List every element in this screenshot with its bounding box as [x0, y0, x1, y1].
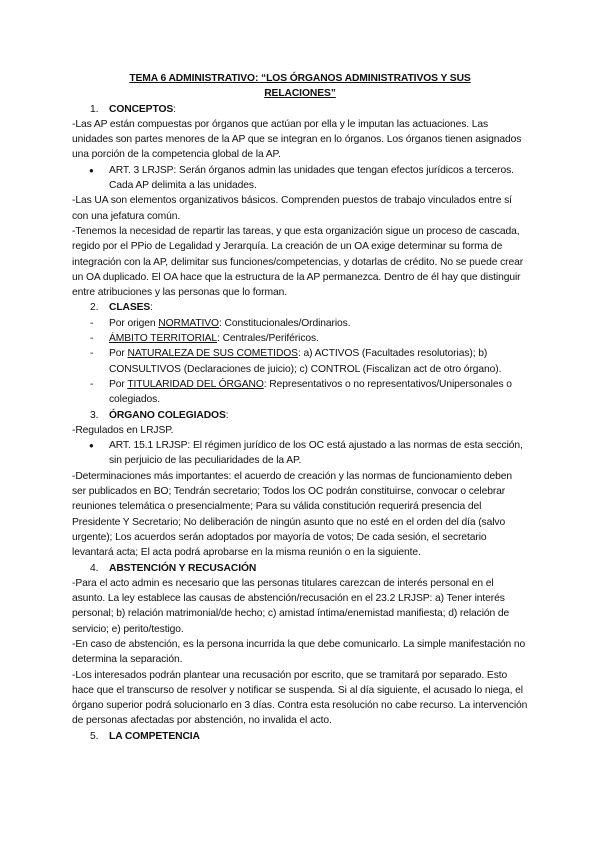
paragraph: -Tenemos la necesidad de repartir las tareas, y que esta organización sigue un proceso de cascada, regido por el PPio de Legalidad y Jerarquía. La creación de un OA exige determinar su forma de integración con la AP, delimitar sus funciones/competencias, y dotarlas de crédito. No se puede crear un OA duplicado. El OA hace que la estructura de la AP permanezca. Dentro de él hay que distinguir entre atribuciones y las personas que lo forman.	[72, 225, 524, 299]
paragraph: -Para el acto admin es necesario que las personas titulares carezcan de interés personal en el asunto. La ley establece las causas de abstención/recusación en el 23.2 LRJSP: a) Tener interés personal; b) relación matrimonial/de hecho; c) amistad íntima/enemistad manifiesta; d) relación de servicio; e) perito/testigo.	[72, 577, 510, 635]
dash-item: - Por NATURALEZA DE SUS COMETIDOS: a) ACTIVOS (Facultades resolutorias); b) CONSULTIVOS (Declaraciones de juicio); c) CONTROL (Fiscalizan act de otro órgano).	[90, 348, 502, 375]
paragraph: -Determinaciones más importantes: el acuerdo de creación y las normas de funcionamiento deben ser publicados en BO; Tendrán secretario; Todos los OC podrán constituirse, convocar o celebrar reuniones telemática o presencialmente; Para su válida constitución requerirá presencia del Presidente Y Secretario; No deliberación de ningún asunto que no esté en el orden del día (salvo urgente); Los acuerdos serán adoptados por mayoría de votos; De cada sesión, el secretario levantará acta; El acta podrá aprobarse en la misma reunión o en la siguiente.	[72, 470, 512, 559]
paragraph: -Los interesados podrán plantear una recusación por escrito, que se tramitará por separado. Esto hace que el transcurso de resolver y notificar se suspenda. Si al día siguiente, el acusado lo niega, el órgano superior podrá solucionarlo en 3 días. Contra esta resolución no cabe recurso. La intervención de personas afectadas por abstención, no invalida el acto.	[72, 669, 528, 727]
dash-item: - Por origen NORMATIVO: Constitucionales/Ordinarios.	[90, 317, 351, 329]
bullet-item: ● ART. 3 LRJSP: Serán órganos admin las unidades que tengan efectos jurídicos a terceros. Cada AP delimita a las unidades.	[89, 164, 514, 192]
dash-item: - ÁMBITO TERRITORIAL: Centrales/Periféricos.	[90, 333, 319, 345]
section-heading-abstencion: 4. ABSTENCIÓN Y RECUSACIÓN	[90, 562, 257, 574]
section-heading-competencia: 5. LA COMPETENCIA	[90, 730, 200, 742]
section-heading-clases: 2. CLASES:	[90, 302, 153, 314]
document-page	[72, 71, 528, 744]
bullet-icon: ●	[89, 165, 94, 175]
dash-item: - Por TITULARIDAD DEL ÓRGANO: Representativos o no representativos/Unipersonales o colegiados.	[90, 378, 512, 406]
section-heading-organo-colegiados: 3. ÓRGANO COLEGIADOS:	[90, 409, 229, 421]
bullet-item: ● ART. 15.1 LRJSP: El régimen jurídico de los OC está ajustado a las normas de esta sección, sin perjuicio de las peculiaridades de la AP.	[89, 440, 523, 467]
title-line-2: RELACIONES”	[264, 88, 336, 100]
paragraph: -En caso de abstención, es la persona incurrida la que debe comunicarlo. La simple manifestación no determina la separación.	[72, 638, 526, 666]
paragraph: -Las AP están compuestas por órganos que actúan por ella y le imputan las actuaciones. Las unidades son partes menores de la AP que se integran en lo órganos. Los órganos tienen asignados una porción de la competencia global de la AP.	[72, 118, 522, 161]
section-heading-conceptos: 1. CONCEPTOS:	[90, 103, 176, 115]
title-line-1: TEMA 6 ADMINISTRATIVO: “LOS ÓRGANOS ADMINISTRATIVOS Y SUS	[129, 73, 471, 84]
document-title	[72, 71, 528, 102]
paragraph: -Las UA son elementos organizativos básicos. Comprenden puestos de trabajo vinculados entre sí con una jefatura común.	[72, 195, 512, 222]
bullet-icon: ●	[89, 441, 94, 451]
paragraph: -Regulados en LRJSP.	[72, 424, 174, 436]
